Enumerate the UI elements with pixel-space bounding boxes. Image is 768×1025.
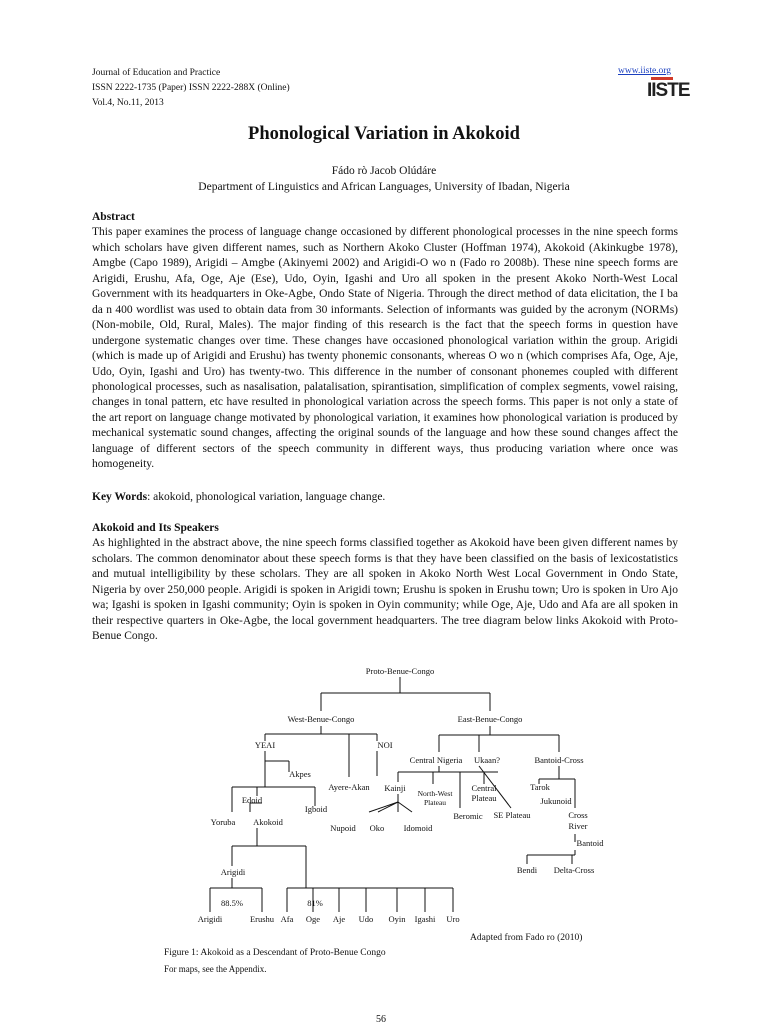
figure-source: Adapted from Fado ro (2010) (470, 933, 583, 943)
node-root: Proto-Benue-Congo (365, 666, 435, 676)
node-ukaan: Ukaan? (474, 755, 500, 765)
node-akokoid: Akokoid (253, 817, 283, 827)
node-east-benue-congo: East-Benue-Congo (457, 714, 523, 724)
node-igboid: Igboid (304, 804, 328, 814)
node-bantoid-cross: Bantoid-Cross (534, 755, 584, 765)
leaf-afa: Afa (280, 914, 294, 924)
logo-text: IISTE (647, 80, 690, 101)
node-beromic: Beromic (453, 811, 483, 821)
node-nw-plateau-2: Plateau (423, 798, 447, 807)
node-se-plateau: SE Plateau (493, 810, 531, 820)
journal-issn: ISSN 2222-1735 (Paper) ISSN 2222-288X (Online) (92, 83, 290, 93)
node-central-nigeria: Central Nigeria (409, 755, 463, 765)
node-bendi: Bendi (516, 865, 538, 875)
node-noi: NOI (377, 740, 393, 750)
speakers-text: As highlighted in the abstract above, the nine speech forms classified together as Akokoid have been given different names by scholars. The common denominator about these speech forms is that they have been classified on the basis of lexicostatistics and mutual intelligibility by these scholars. They are all spoken in Akoko North West Local Government in Ondo State, Nigeria by over 250,000 people. Arigidi is spoken in Arigidi town; Erushu is spoken in Erushu town; Uro is spoken in Uro Ajo wa; Igashi is spoken in Igashi community; Oyin is spoken in Oyin community; while Oge, Aje, Udo and Afa are all spoken in their respective quarters in Oke-Agbe, the local government headquarters. The tree diagram below links Akokoid with Proto-Benue Congo. (92, 537, 678, 643)
page-number: 56 (376, 1014, 386, 1025)
node-akpes: Akpes (289, 769, 311, 779)
node-jukunoid: Jukunoid (540, 796, 572, 806)
node-central-plateau-2: Plateau (471, 793, 497, 803)
node-cross-river-1: Cross (568, 810, 588, 820)
node-bantoid: Bantoid (576, 838, 604, 848)
leaf-labels (198, 914, 460, 924)
leaf-udo: Udo (358, 914, 374, 924)
pct-arigidi-erushu: 88.5% (221, 898, 243, 908)
node-cross-river-2: River (568, 821, 588, 831)
paper-authors: Fádo rò Jacob Olúdáre (331, 165, 437, 177)
paper-department: Department of Linguistics and African Languages, University of Ibadan, Nigeria (198, 181, 570, 193)
node-central-plateau-1: Central (471, 783, 497, 793)
node-kainji: Kainji (384, 783, 406, 793)
figure-caption: Figure 1: Akokoid as a Descendant of Proto-Benue Congo (164, 948, 386, 958)
node-tarok: Tarok (530, 782, 550, 792)
node-delta-cross: Delta-Cross (553, 865, 595, 875)
leaf-aje: Aje (332, 914, 346, 924)
keywords-text: : akokoid, phonological variation, language change. (147, 491, 386, 503)
figure-note: For maps, see the Appendix. (164, 964, 267, 974)
leaf-erushu: Erushu (249, 914, 275, 924)
tree-lines (210, 677, 575, 912)
keywords-label: Key Words (92, 491, 148, 503)
leaf-oge: Oge (305, 914, 321, 924)
node-ayere-akan: Ayere-Akan (328, 782, 370, 792)
node-west-benue-congo: West-Benue-Congo (287, 714, 355, 724)
journal-name: Journal of Education and Practice (92, 68, 221, 78)
node-yeai: YEAI (254, 740, 276, 750)
node-arigidi-group: Arigidi (220, 867, 246, 877)
tree-labels (198, 666, 604, 924)
node-nw-plateau-1: North-West (417, 789, 453, 798)
speakers-heading: Akokoid and Its Speakers (92, 522, 219, 534)
leaf-igashi: Igashi (414, 914, 436, 924)
leaf-oyin: Oyin (388, 914, 406, 924)
node-edoid: Edoid (241, 795, 263, 805)
node-nupoid: Nupoid (330, 823, 356, 833)
leaf-arigidi: Arigidi (197, 914, 223, 924)
leaf-uro: Uro (446, 914, 460, 924)
node-idomoid: Idomoid (403, 823, 433, 833)
pct-owon: 81% (307, 898, 323, 908)
website-link[interactable]: www.iiste.org (618, 66, 672, 76)
abstract-heading: Abstract (92, 211, 135, 223)
node-oko: Oko (369, 823, 385, 833)
abstract-text: This paper examines the process of language change occasioned by different phonological processes in the nine speech forms which scholars have given different names, such as Northern Akoko Cluster (Hoffman 1974), Akokoid (Akinkugbe 1978), Amgbe (Capo 1989), Arigidi – Amgbe (Akinyemi 2002) and Arigidi-O wo n (Fado ro 2008b). These nine speech forms are Arigidi, Erushu, Afa, Oge, Aje (Ese), Udo, Oyin, Igashi and Uro all spoken in the present Akoko North-West Local Government with its headquarters in Oke-Agbe, Ondo State of Nigeria. Through the direct method of data elicitation, the I ba da n 400 wordlist was used to obtain data from 30 informants. Selection of informants was guided by the acronym (NORMs) (Non-mobile, Old, Rural, Males). The major finding of this research is the fact that the speech forms in question have undergone systematic changes over time. These changes have occasioned phonological variation within the group. Arigidi (which is made up of Arigidi and Erushu) has twenty phonemic consonants, whereas O wo n (which comprises Afa, Oge, Aje, Udo, Oyin, Igashi and Uro) has twenty-two. This difference in the number of consonant phonemes coupled with different phonological processes, such as nasalisation, palatalisation, spirantisation, simplification of complex segments, vowel raising, changes in tonal pattern, etc have resulted in phonological variation across the speech forms. This paper is not only a state of the art report on language change motivated by phonological variation, it examines how phonological variation is produced by mechanical systematic sound changes, affecting the original sounds of the language and how these sound changes affect the language of different sectors of the speech community in different ways, thus producing variation where once was homogeneity. (92, 226, 678, 471)
paper-title: Phonological Variation in Akokoid (248, 124, 520, 144)
journal-volume: Vol.4, No.11, 2013 (92, 98, 164, 108)
node-yoruba: Yoruba (210, 817, 236, 827)
